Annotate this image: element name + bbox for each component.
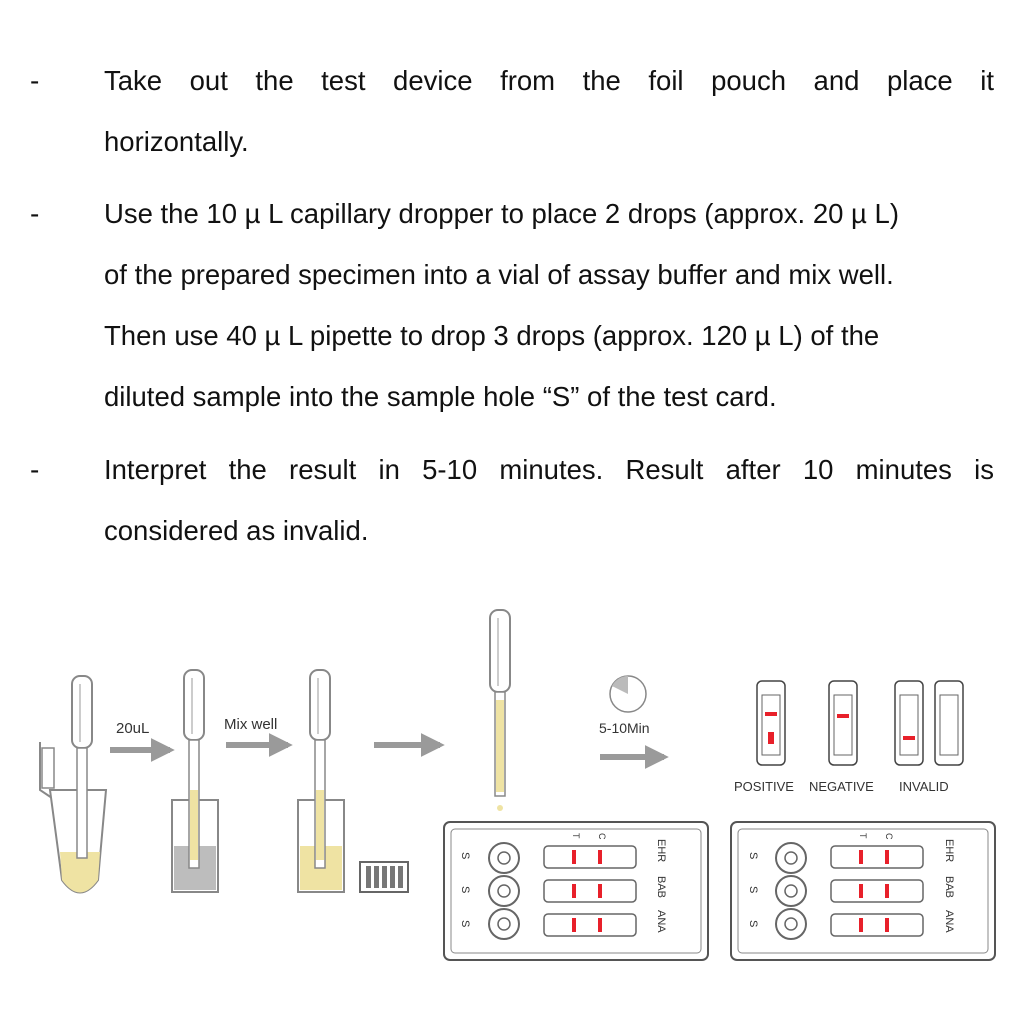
sample-mark: S [459, 886, 471, 894]
timer-icon [610, 676, 646, 712]
card-strip-window [544, 914, 636, 936]
bullet-dash: - [30, 65, 40, 96]
result-label-invalid: INVALID [899, 779, 949, 794]
strip-letter-t: T [858, 833, 868, 839]
text-line: Take out the test device from the foil pouch and place it [104, 65, 994, 96]
step-text [104, 183, 994, 427]
text-line: horizontally. [104, 126, 249, 157]
dropping-pipette [490, 610, 510, 811]
sample-mark: S [747, 886, 759, 894]
step-text [104, 50, 994, 172]
test-card-1 [444, 822, 708, 960]
sample-mark: S [459, 920, 471, 928]
strip-letter-c: C [884, 833, 894, 840]
text-line: considered as invalid. [104, 515, 369, 546]
analyte-label-bab: BAB [655, 876, 667, 899]
step-text [104, 439, 994, 561]
card-strip-window [831, 880, 923, 902]
bullet-dash: - [30, 198, 40, 229]
text-line: Use the 10 µ L capillary dropper to place 2 drops (approx. 20 µ L) [104, 198, 899, 229]
text-line: Interpret the result in 5-10 minutes. Result after 10 minutes is [104, 454, 994, 485]
result-strip-positive [757, 681, 785, 765]
arrow-label-20ul: 20uL [116, 720, 150, 737]
analyte-label-ehr: EHR [655, 839, 667, 863]
procedure-illustration [0, 560, 1024, 1024]
result-label-positive: POSITIVE [734, 779, 794, 794]
analyte-label-bab: BAB [943, 876, 955, 899]
analyte-label-ana: ANA [655, 910, 667, 933]
test-card-2 [731, 822, 995, 960]
text-line: Then use 40 µ L pipette to drop 3 drops (approx. 120 µ L) of the [104, 320, 880, 351]
cassette-pack-icon [360, 862, 408, 892]
arrow-label-mix-well: Mix well [224, 716, 278, 733]
card-strip-window [544, 880, 636, 902]
card-strip-window [544, 846, 636, 868]
result-label-negative: NEGATIVE [809, 779, 874, 794]
result-strip-negative [829, 681, 857, 765]
sample-mark: S [747, 852, 759, 860]
card-strip-window [831, 846, 923, 868]
text-line: of the prepared specimen into a vial of assay buffer and mix well. [104, 259, 894, 290]
specimen-tube [40, 742, 106, 893]
strip-letter-c: C [597, 833, 607, 840]
analyte-label-ana: ANA [943, 910, 955, 933]
sample-mark: S [459, 852, 471, 860]
sample-mark: S [747, 920, 759, 928]
result-strip-invalid-1 [895, 681, 923, 765]
analyte-label-ehr: EHR [943, 839, 955, 863]
strip-letter-t: T [571, 833, 581, 839]
bullet-dash: - [30, 454, 40, 485]
card-strip-window [831, 914, 923, 936]
timer-label: 5-10Min [599, 720, 650, 736]
text-line: diluted sample into the sample hole “S” of the test card. [104, 381, 777, 412]
result-strip-invalid-2 [935, 681, 963, 765]
